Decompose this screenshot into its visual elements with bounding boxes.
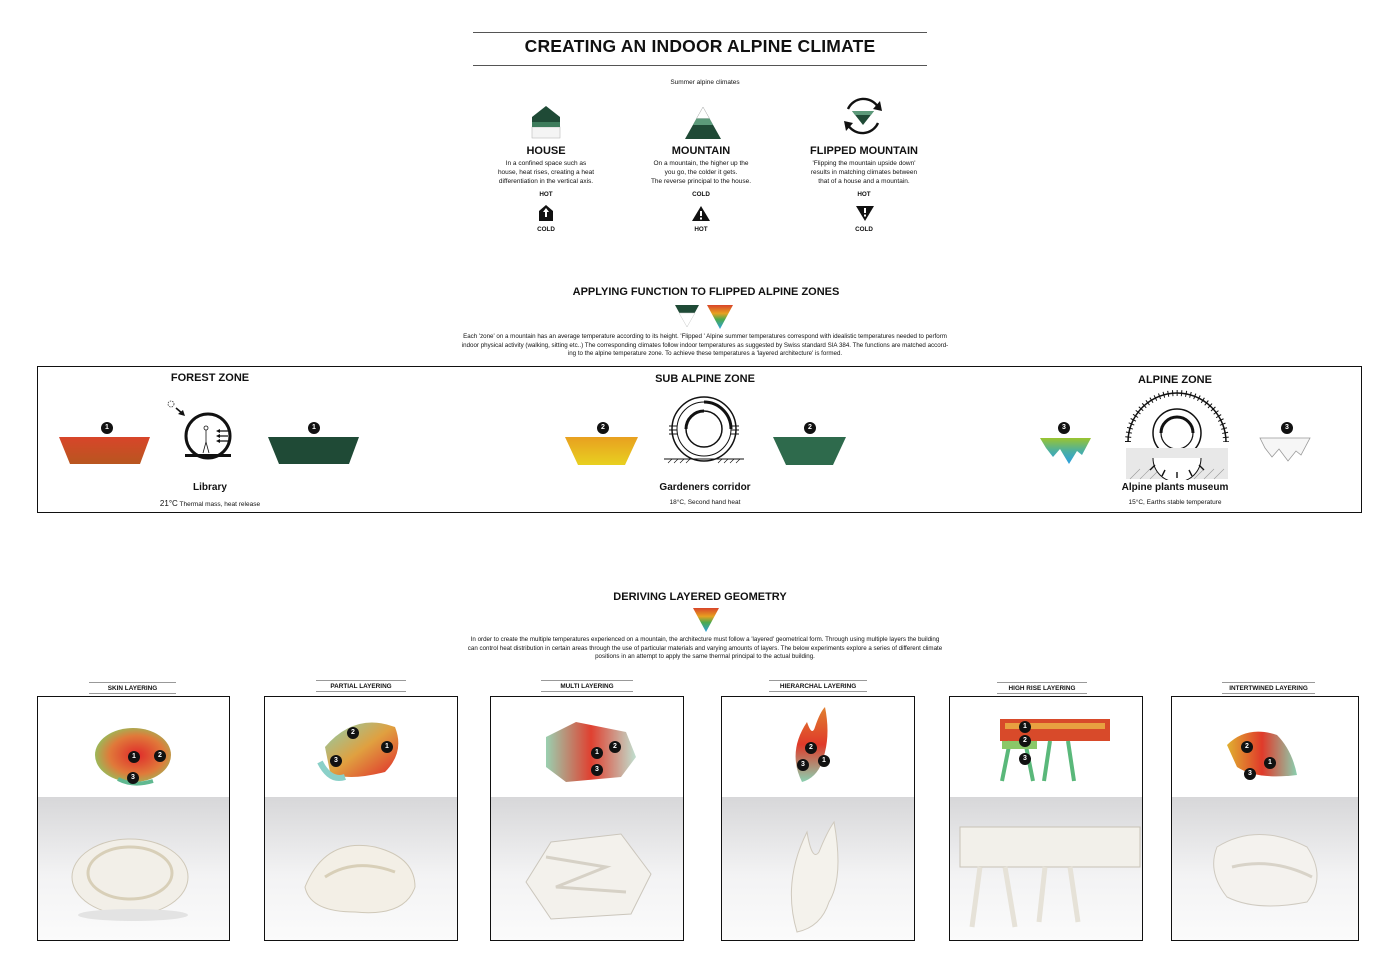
subalpine-warm-wedge (565, 436, 639, 466)
paragraph-line: positions in an attempt to apply the same thermal principal to the actual building. (595, 653, 815, 661)
desc-line: differentiation in the vertical axis. (498, 178, 594, 185)
climate-description (471, 159, 621, 186)
desc-line: you go, the colder it gets. (664, 169, 738, 176)
zone-title-alpine: ALPINE ZONE (1138, 374, 1212, 386)
climate-flipped-mountain (789, 145, 939, 186)
experiment-label: HIGH RISE LAYERING (997, 682, 1087, 694)
forest-warm-wedge (59, 436, 151, 465)
climate-name: MOUNTAIN (671, 145, 731, 157)
experiment-label: INTERTWINED LAYERING (1222, 682, 1315, 694)
zone-note-text: Thermal mass, heat release (179, 501, 261, 508)
marker-2: 2 (609, 741, 621, 753)
model-photo (491, 797, 683, 940)
zone-title-subalpine: SUB ALPINE ZONE (655, 373, 755, 385)
library-section-diagram (163, 396, 238, 464)
marker-2: 2 (347, 727, 359, 739)
model-photo (950, 797, 1142, 940)
gradient-flipped-icon (706, 304, 734, 330)
experiment-frame-high-rise (949, 696, 1143, 941)
desc-line: The reverse principal to the house. (650, 178, 752, 185)
experiment-frame-intertwined (1171, 696, 1359, 941)
heatmap-model (722, 697, 915, 797)
marker-3: 3 (127, 772, 139, 784)
desc-line: In a confined space such as (505, 160, 587, 167)
house-icon (531, 105, 561, 139)
alpine-gradient-wedge (1040, 437, 1092, 465)
heatmap-model (1172, 697, 1359, 797)
marker-2: 2 (154, 750, 166, 762)
marker-1: 1 (1019, 721, 1031, 733)
flipped-mountain-icon (840, 93, 886, 139)
model-photo (722, 797, 914, 940)
experiment-label: SKIN LAYERING (89, 682, 176, 694)
experiment-label: HIERARCHAL LAYERING (769, 680, 867, 692)
paragraph-line: In order to create the multiple temperatures experienced on a mountain, the architecture must follow a 'layered' geometrical form. Through using multiple layers the building (470, 636, 940, 643)
experiment-frame-skin (37, 696, 230, 941)
corridor-section-diagram (660, 393, 748, 465)
zone-number-marker: 3 (1058, 422, 1070, 434)
mountain-icon (684, 106, 722, 140)
museum-section-diagram (1122, 388, 1232, 480)
subtitle: Summer alpine climates (670, 79, 740, 86)
zone-function-museum: Alpine plants museum (1121, 482, 1229, 493)
title-top-rule (473, 32, 927, 33)
experiment-label: PARTIAL LAYERING (316, 680, 406, 692)
heatmap-model (265, 697, 458, 797)
desc-line: that of a house and a mountain. (818, 178, 910, 185)
zone-note (620, 499, 790, 506)
zone-temp: 15°C, (1128, 499, 1145, 506)
zone-number-marker: 2 (597, 422, 609, 434)
marker-1: 1 (1264, 757, 1276, 769)
marker-1: 1 (128, 751, 140, 763)
zone-function-corridor: Gardeners corridor (659, 482, 751, 493)
experiment-frame-partial (264, 696, 458, 941)
marker-1: 1 (591, 747, 603, 759)
desc-line: house, heat rises, creating a heat (497, 169, 595, 176)
experiment-label: MULTI LAYERING (541, 680, 633, 692)
page-title: CREATING AN INDOOR ALPINE CLIMATE (524, 36, 876, 56)
forest-green-wedge (268, 436, 360, 465)
marker-3: 3 (591, 764, 603, 776)
climate-description (626, 159, 776, 186)
green-flipped-icon (674, 304, 700, 328)
functions-title: APPLYING FUNCTION TO FLIPPED ALPINE ZONES (572, 286, 840, 298)
subalpine-green-wedge (773, 436, 847, 466)
zone-number-marker: 1 (101, 422, 113, 434)
geometry-title: DERIVING LAYERED GEOMETRY (613, 591, 787, 603)
zone-title-forest: FOREST ZONE (170, 372, 250, 384)
marker-3: 3 (330, 755, 342, 767)
bottom-temp-label: COLD (537, 226, 555, 233)
heatmap-model (491, 697, 684, 797)
top-temp-label: COLD (692, 191, 710, 198)
marker-1: 1 (381, 741, 393, 753)
model-photo (38, 797, 229, 940)
experiment-frame-multi (490, 696, 684, 941)
marker-1: 1 (818, 755, 830, 767)
zone-note-text: Second hand heat (687, 499, 741, 506)
top-temp-label: HOT (539, 191, 553, 198)
zone-note (1090, 499, 1260, 506)
climate-description (789, 159, 939, 186)
model-photo (1172, 797, 1358, 940)
flipped-arrow-icon (855, 205, 875, 222)
geometry-paragraph (400, 636, 1010, 662)
climate-house (471, 145, 621, 186)
marker-3: 3 (1019, 753, 1031, 765)
zone-temp: 21°C (159, 499, 178, 508)
bottom-temp-label: COLD (855, 226, 873, 233)
title-bottom-rule (473, 65, 927, 66)
zone-number-marker: 1 (308, 422, 320, 434)
marker-3: 3 (797, 759, 809, 771)
marker-2: 2 (1019, 735, 1031, 747)
bottom-temp-label: HOT (694, 226, 708, 233)
desc-line: On a mountain, the higher up the (653, 160, 749, 167)
zone-note-text: Earths stable temperature (1146, 499, 1222, 506)
marker-2: 2 (1241, 741, 1253, 753)
climate-mountain (626, 145, 776, 186)
house-arrow-icon (538, 204, 554, 222)
heatmap-model (950, 697, 1143, 797)
zone-number-marker: 3 (1281, 422, 1293, 434)
experiment-frame-hierarchal (721, 696, 915, 941)
zone-number-marker: 2 (804, 422, 816, 434)
mountain-arrow-icon (691, 205, 711, 222)
zone-function-library: Library (193, 482, 227, 493)
alpine-white-wedge (1259, 437, 1311, 465)
functions-paragraph (410, 333, 1000, 359)
paragraph-line: Each 'zone' on a mountain has an average temperature according to its height. 'Flipped ' Alpine summer temperatures correspond with idealistic temperatures needed to perform (463, 333, 947, 340)
paragraph-line: can control heat distribution in certain areas through the use of particular materials and varying amounts of layers. The below experiments explore a series of different climate (467, 644, 943, 652)
desc-line: 'Flipping the mountain upside down' (812, 160, 916, 167)
marker-2: 2 (805, 742, 817, 754)
zone-note (130, 499, 290, 508)
model-photo (265, 797, 457, 940)
paragraph-line: indoor physical activity (walking, sitting etc..) The corresponding climates follow indoor temperatures as suggested by Swiss standard SIA 384. The functions are matched accord- (461, 341, 949, 349)
paragraph-line: ing to the alpine temperature zone. To achieve these temperatures a 'layered architecture' is formed. (567, 350, 843, 358)
gradient-flipped-icon (692, 607, 720, 633)
zone-temp: 18°C, (669, 499, 686, 506)
marker-3: 3 (1244, 768, 1256, 780)
top-temp-label: HOT (857, 191, 871, 198)
desc-line: results in matching climates between (810, 169, 918, 176)
climate-name: HOUSE (526, 145, 566, 157)
climate-name: FLIPPED MOUNTAIN (810, 145, 918, 157)
